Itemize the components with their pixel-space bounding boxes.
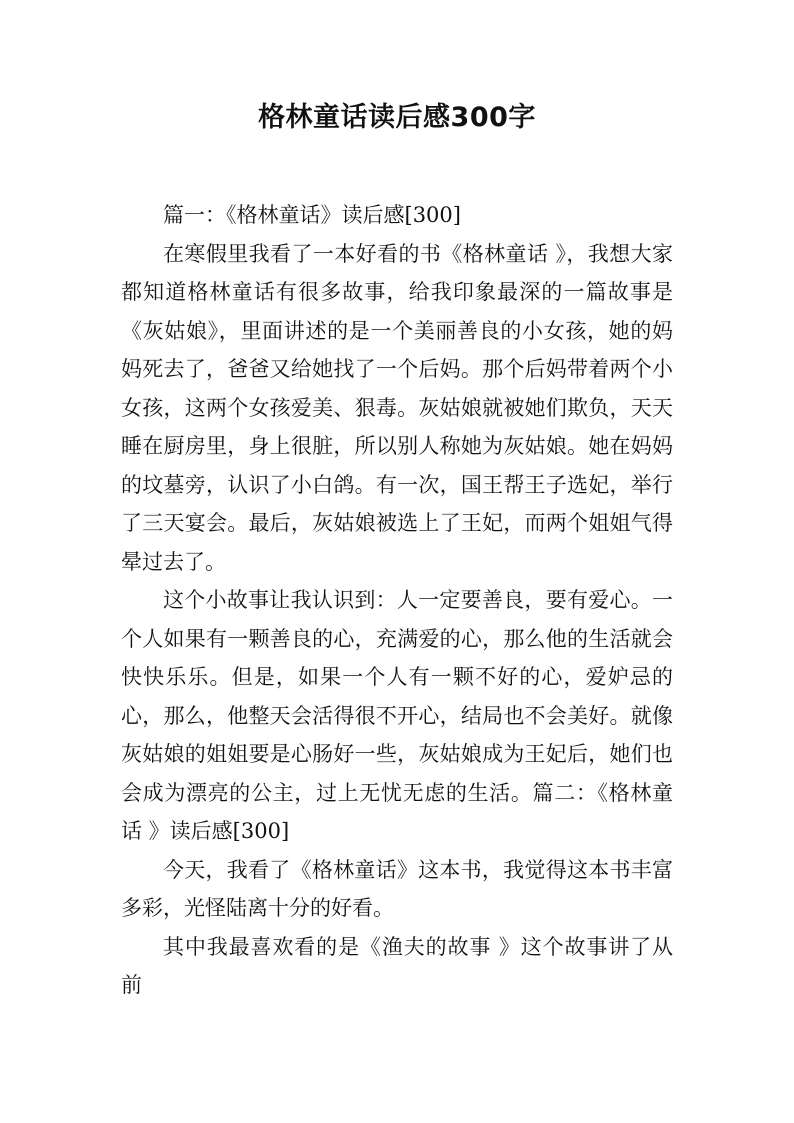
paragraph: 其中我最喜欢看的是《渔夫的故事 》这个故事讲了从前 [121, 934, 673, 997]
paragraph-heading-part-one: 篇一：《格林童话》读后感[300] [163, 203, 461, 227]
paragraph: 在寒假里我看了一本好看的书《格林童话 》，我想大家都知道格林童话有很多故事，给我印象最深的一篇故事是《灰姑娘》，里面讲述的是一个美丽善良的小女孩，她的妈妈死去了，爸爸又给她找了一个后妈。那个后妈带着两个小女孩，这两个女孩爱美、狠毒。灰姑娘就被她们欺负，天天睡在厨房里，身上很脏，所以别人称她为灰姑娘。她在妈妈的坟墓旁，认识了小白鸽。有一次，国王帮王子选妃，举行了三天宴会。最后，灰姑娘被选上了王妃，而两个姐姐气得晕过去了。 [121, 241, 673, 574]
paragraph: 今天，我看了《格林童话》这本书，我觉得这本书丰富多彩，光怪陆离十分的好看。 [121, 857, 673, 920]
page-title: 格林童话读后感300字 [258, 102, 536, 133]
paragraph: 这个小故事让我认识到：人一定要善良，要有爱心。一个人如果有一颗善良的心，充满爱的心，那么他的生活就会快快乐乐。但是，如果一个人有一颗不好的心，爱妒忌的心，那么，他整天会活得很不开心，结局也不会美好。就像灰姑娘的姐姐要是心肠好一些，灰姑娘成为王妃后，她们也会成为漂亮的公主，过上无忧无虑的生活。篇二：《格林童话 》读后感[300] [121, 588, 673, 843]
document-body [121, 196, 673, 1005]
